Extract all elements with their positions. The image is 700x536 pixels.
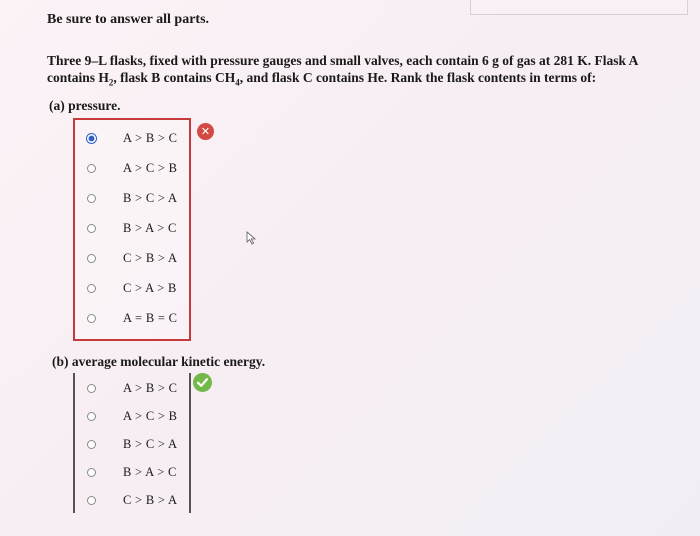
mouse-cursor-icon (246, 231, 258, 245)
part-b-option-2[interactable] (75, 429, 189, 459)
part-a-option-2[interactable] (75, 183, 189, 213)
option-label: A > C > B (123, 408, 178, 423)
radio[interactable] (87, 440, 96, 449)
option-label: A > B > C (123, 380, 178, 395)
part-a-option-1[interactable] (75, 153, 189, 183)
radio[interactable] (87, 224, 96, 233)
part-b-option-4[interactable] (75, 485, 189, 515)
part-b-option-0[interactable] (75, 373, 189, 403)
option-label: B > C > A (123, 190, 178, 205)
instructions: Be sure to answer all parts. (47, 12, 210, 27)
incorrect-x-icon: ✕ (197, 123, 214, 140)
option-label: A > B > C (123, 130, 178, 145)
part-a-option-3[interactable] (75, 213, 189, 243)
question-part-3: , and flask C contains He. Rank the flask contents in terms of: (239, 70, 597, 85)
question-text (47, 52, 667, 92)
radio[interactable] (87, 314, 96, 323)
part-a-option-6[interactable] (75, 303, 189, 333)
part-a-option-0[interactable] (75, 123, 189, 153)
option-label: A > C > B (123, 160, 178, 175)
part-b-option-3[interactable] (75, 457, 189, 487)
option-label: A = B = C (123, 310, 178, 325)
option-label: C > A > B (123, 280, 177, 295)
question-part-1: Three 9–L flasks, fixed with pressure gauges and small valves, each contain 6 g of gas at 281 K. Flask A contains H (47, 53, 638, 85)
part-b-options (73, 373, 191, 513)
radio[interactable] (87, 496, 96, 505)
question-subscript-2: 4 (235, 77, 240, 88)
option-label: C > B > A (123, 250, 178, 265)
radio[interactable] (87, 384, 96, 393)
radio-selected[interactable] (86, 133, 97, 144)
radio[interactable] (87, 194, 96, 203)
radio[interactable] (87, 468, 96, 477)
part-b-label: (b) average molecular kinetic energy. (52, 354, 266, 369)
radio[interactable] (87, 412, 96, 421)
radio[interactable] (87, 284, 96, 293)
part-a-label: (a) pressure. (49, 98, 121, 113)
part-a-option-5[interactable] (75, 273, 189, 303)
option-label: B > A > C (123, 220, 177, 235)
correct-check-icon (193, 373, 212, 392)
header-box (470, 0, 688, 15)
option-label: B > A > C (123, 464, 177, 479)
part-a-options (73, 118, 191, 341)
question-part-2: , flask B contains CH (113, 70, 236, 85)
option-label: B > C > A (123, 436, 178, 451)
part-a-option-4[interactable] (75, 243, 189, 273)
radio[interactable] (87, 164, 96, 173)
part-b-option-1[interactable] (75, 401, 189, 431)
question-subscript-1: 2 (108, 77, 114, 88)
radio[interactable] (87, 254, 96, 263)
option-label: C > B > A (123, 492, 178, 507)
